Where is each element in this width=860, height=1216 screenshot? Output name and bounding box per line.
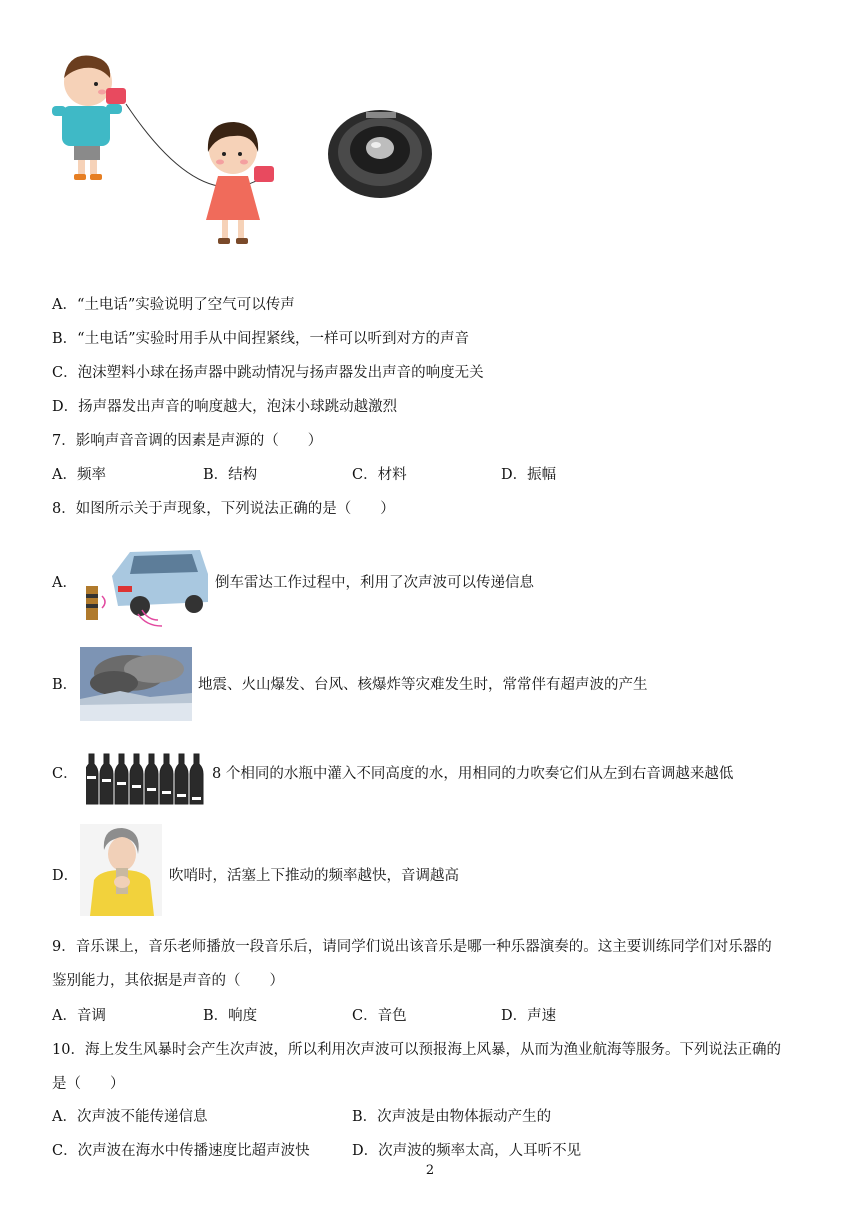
q8-option-c-text: 8 个相同的水瓶中灌入不同高度的水，用相同的力吹奏它们从左到右音调越来越低 <box>212 766 734 782</box>
volcano-eruption-image <box>80 647 192 721</box>
q8-option-a-text: 倒车雷达工作过程中，利用了次声波可以传递信息 <box>215 575 534 591</box>
q8-option-d-letter: D． <box>52 868 79 884</box>
woman-playing-whistle-image <box>80 824 162 916</box>
q10-option-c: C．次声波在海水中传播速度比超声波快 <box>52 1143 310 1159</box>
q10-stem-line1: 10．海上发生风暴时会产生次声波，所以利用次声波可以预报海上风暴，从而为渔业航海等服务。下列说法正确的 <box>52 1042 781 1058</box>
page-number: 2 <box>425 1163 435 1178</box>
q9-option-b: B．响度 <box>203 1008 258 1024</box>
q8-option-b-text: 地震、火山爆发、台风、核爆炸等灾难发生时，常常伴有超声波的产生 <box>198 677 648 693</box>
q10-option-a: A．次声波不能传递信息 <box>52 1109 208 1125</box>
q9-option-a: A．音调 <box>52 1008 106 1024</box>
q9-option-c: C．音色 <box>352 1008 407 1024</box>
tin-can-telephone-illustration <box>48 52 298 252</box>
q8-stem: 8．如图所示关于声现象，下列说法正确的是（ ） <box>52 501 395 517</box>
reversing-radar-car-image <box>82 546 210 628</box>
q6-option-d: D．扬声器发出声音的响度越大，泡沫小球跳动越激烈 <box>52 399 398 415</box>
q6-option-a: A．“土电话”实验说明了空气可以传声 <box>52 297 295 313</box>
q7-option-d: D．振幅 <box>501 467 557 483</box>
q10-stem-line2: 是（ ） <box>52 1076 125 1092</box>
q10-option-d: D．次声波的频率太高，人耳听不见 <box>352 1143 582 1159</box>
q7-stem: 7．影响声音音调的因素是声源的（ ） <box>52 433 323 449</box>
q6-option-b: B．“土电话”实验时用手从中间捏紧线，一样可以听到对方的声音 <box>52 331 469 347</box>
q8-option-c-letter: C． <box>52 766 78 782</box>
q8-option-b-letter: B． <box>52 677 78 693</box>
q8-option-d-text: 吹哨时，活塞上下推动的频率越快，音调越高 <box>169 868 459 884</box>
q9-stem-line2: 鉴别能力，其依据是声音的（ ） <box>52 973 284 989</box>
water-bottles-image <box>86 752 206 806</box>
q7-option-c: C．材料 <box>352 467 407 483</box>
loudspeaker-image <box>326 108 434 200</box>
q10-option-b: B．次声波是由物体振动产生的 <box>352 1109 552 1125</box>
q6-option-c: C．泡沫塑料小球在扬声器中跳动情况与扬声器发出声音的响度无关 <box>52 365 484 381</box>
q7-option-a: A．频率 <box>52 467 106 483</box>
q7-option-b: B．结构 <box>203 467 258 483</box>
q9-stem-line1: 9．音乐课上，音乐老师播放一段音乐后，请同学们说出该音乐是哪一种乐器演奏的。这主要训练同学们对乐器的 <box>52 939 772 955</box>
q9-option-d: D．声速 <box>501 1008 557 1024</box>
q8-option-a-letter: A． <box>52 575 77 591</box>
